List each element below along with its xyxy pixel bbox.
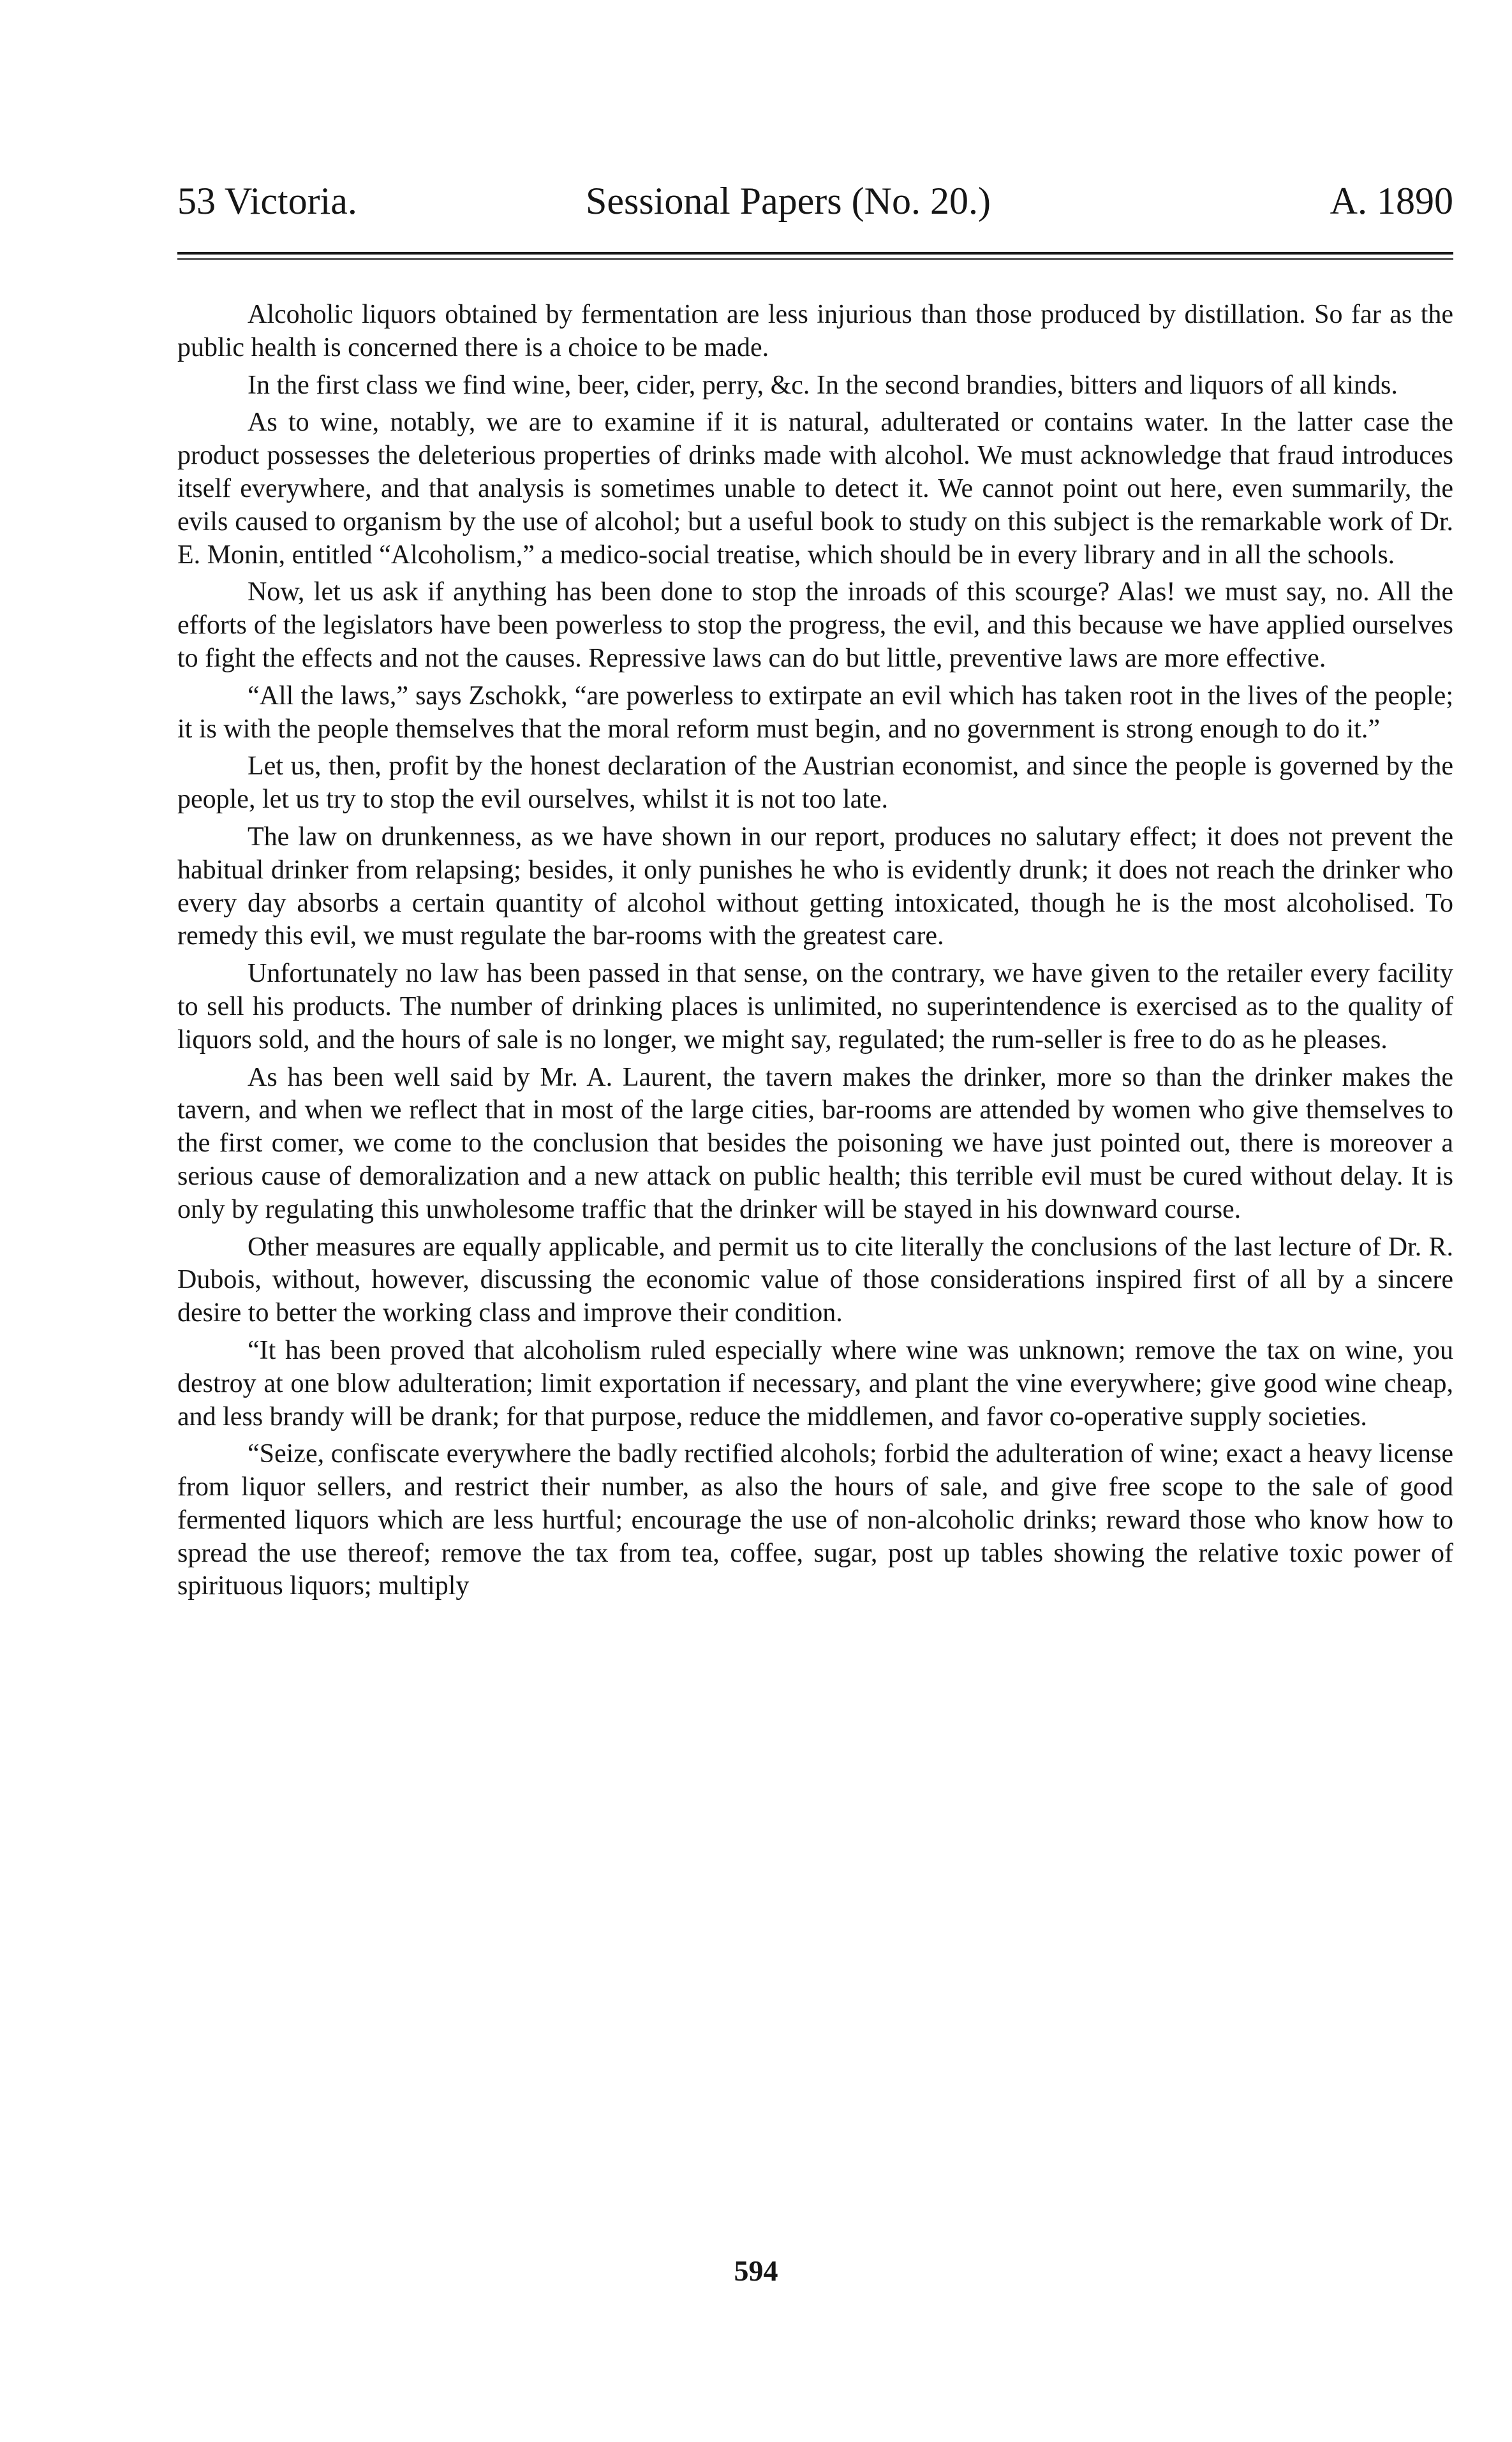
paragraph: “Seize, confiscate everywhere the badly rectified alcohols; forbid the adulteration of wine; exact a heavy license from liquor sellers, and restrict their number, as also the hours of sale, and give free scope to the sale of good fermented liquors which are less hurtful; encourage the use of non-alcoholic drinks; reward those who know how to spread the use thereof; remove the tax from tea, coffee, sugar, post up tables showing the relative toxic power of spirituous liquors; multiply: [177, 1439, 1453, 1601]
paragraph: The law on drunkenness, as we have shown in our report, produces no salutary effect; it does not prevent the habitual drinker from relapsing; besides, it only punishes he who is evidently drunk; it does not reach the drinker who every day absorbs a certain quantity of alcohol without getting intoxicated, though he is the most alcoholised. To remedy this evil, we must regulate the bar-rooms with the greatest care.: [177, 822, 1453, 951]
paragraph: Other measures are equally applicable, and permit us to cite literally the conclusions of the last lecture of Dr. R. Dubois, without, however, discussing the economic value of those considerations inspired first of all by a sincere desire to better the working class and improve their condition.: [177, 1232, 1453, 1328]
page-number: 594: [734, 2254, 778, 2287]
paragraph: “It has been proved that alcoholism ruled especially where wine was unknown; remove the tax on wine, you destroy at one blow adulteration; limit exportation if necessary, and plant the vine everywhere; give good wine cheap, and less brandy will be drank; for that purpose, reduce the middlemen, and favor co-operative supply societies.: [177, 1335, 1453, 1432]
paragraph: “All the laws,” says Zschokk, “are powerless to extirpate an evil which has taken root in the lives of the people; it is with the people themselves that the moral reform must begin, and no government is strong enough to do it.”: [177, 681, 1453, 744]
header-rule-thin: [177, 258, 1453, 260]
body-text: [177, 299, 1453, 1608]
running-header: [177, 172, 1453, 230]
paragraph: Unfortunately no law has been passed in that sense, on the contrary, we have given to the retailer every facility to sell his products. The number of drinking places is unlimited, no superintendence is exercised as to the quality of liquors sold, and the hours of sale is no longer, we might say, regulated; the rum-seller is free to do as he pleases.: [177, 959, 1453, 1054]
header-title: Sessional Papers (No. 20.): [586, 180, 991, 222]
paragraph: As to wine, notably, we are to examine if it is natural, adulterated or contains water. In the latter case the product possesses the deleterious properties of drinks made with alcohol. We must acknowledge that fraud introduces itself everywhere, and that analysis is sometimes unable to detect it. We cannot point out here, even summarily, the evils caused to organism by the use of alcohol; but a useful book to study on this subject is the remarkable work of Dr. E. Monin, entitled “Alcoholism,” a medico-social treatise, which should be in every library and in all the schools.: [177, 408, 1453, 570]
header-rule-thick: [177, 252, 1453, 255]
paragraph: Now, let us ask if anything has been done to stop the inroads of this scourge? Alas! we must say, no. All the efforts of the legislators have been powerless to stop the progress, the evil, and this because we have applied ourselves to fight the effects and not the causes. Repressive laws can do but little, preventive laws are more effective.: [177, 577, 1453, 673]
paragraph: In the first class we find wine, beer, cider, perry, &c. In the second brandies, bitters and liquors of all kinds.: [248, 370, 1398, 400]
header-year: A. 1890: [1330, 180, 1453, 222]
paragraph: As has been well said by Mr. A. Laurent, the tavern makes the drinker, more so than the drinker makes the tavern, and when we reflect that in most of the large cities, bar-rooms are attended by women who give themselves to the first comer, we come to the conclusion that besides the poisoning we have just pointed out, there is moreover a serious cause of demoralization and a new attack on public health; this terrible evil must be cured without delay. It is only by regulating this unwholesome traffic that the drinker will be stayed in his downward course.: [177, 1062, 1453, 1224]
paragraph: Alcoholic liquors obtained by fermentation are less injurious than those produced by distillation. So far as the public health is concerned there is a choice to be made.: [177, 300, 1453, 362]
paragraph: Let us, then, profit by the honest declaration of the Austrian economist, and since the people is governed by the people, let us try to stop the evil ourselves, whilst it is not too late.: [177, 751, 1453, 815]
header-session: 53 Victoria.: [177, 180, 357, 222]
